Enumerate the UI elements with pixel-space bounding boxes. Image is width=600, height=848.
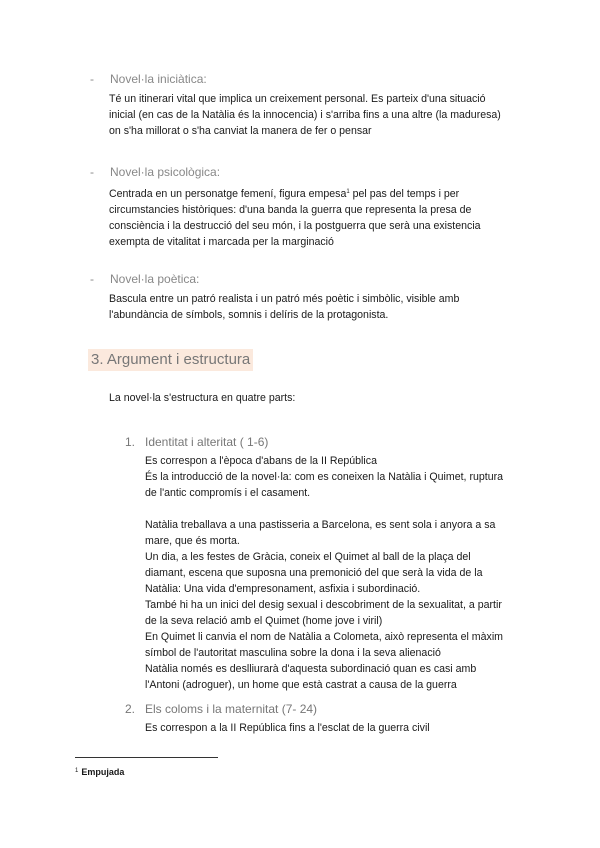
bullet-novella-psicologica [90,165,530,250]
bullet-paragraph [109,184,529,250]
bullet-dash: - [90,165,94,179]
text-line: En Quimet li canvia el nom de Natàlia a Colometa, això representa el màxim [145,631,503,643]
text-line: Té un itinerari vital que implica un creixement personal. Es parteix d'una situació [109,93,486,105]
text-line: Un dia, a les festes de Gràcia, coneix el Quimet al ball de la plaça del [145,551,471,563]
text-line: on s'ha millorat o s'ha canviat la manera de fer o pensar [109,125,372,137]
bullet-title: Novel·la poètica: [110,272,200,286]
text-line: símbol de l'autoritat masculina sobre la dona i la seva alienació [145,647,441,659]
bullet-paragraph [109,91,529,139]
part-paragraph [145,720,530,736]
text-line: consciència i la destrucció del seu món, i la postguerra que serà una existencia [109,220,481,232]
bullet-heading [90,272,530,287]
text-line: Natàlia: Una vida d'empresonament, asfixia i subordinació. [145,583,421,595]
bullet-novella-poetica [90,272,530,323]
text-line: Es correspon a l'època d'abans de la II República [145,455,377,467]
part-heading [125,702,525,717]
part-title: Identitat i alteritat ( 1-6) [145,435,269,449]
bullet-dash: - [90,72,94,86]
text-line: circumstancies històriques: d'una banda la guerra que representa la presa de [109,204,472,216]
text-line: mare, que és morta. [145,535,240,547]
text-line: Es correspon a la II República fins a l'esclat de la guerra civil [145,722,430,734]
footnote-separator [75,757,218,758]
part-heading [125,435,525,450]
text-line: Natàlia treballava a una pastisseria a Barcelona, es sent sola i anyora a sa [145,519,496,531]
text-line: l'Antoni (adroguer), un home que està castrat a causa de la guerra [145,679,457,691]
bullet-paragraph [109,291,529,323]
text-line: de l'antic compromís i el casament. [145,487,311,499]
text-line: Natàlia només es deslliurarà d'aquesta subordinació quan es casi amb [145,663,477,675]
section-intro: La novel·la s'estructura en quatre parts: [109,392,296,404]
bullet-heading [90,72,530,87]
bullet-heading [90,165,530,180]
text-line: És la introducció de la novel·la: com es coneixen la Natàlia i Quimet, ruptura [145,471,504,483]
bullet-title: Novel·la psicològica: [110,165,221,179]
bullet-dash: - [90,272,94,286]
text-line: de la seva relació amb el Quimet (home jove i viril) [145,615,383,627]
part-number: 2. [125,702,136,716]
footnote-reference[interactable]: 1 [346,189,350,195]
text-line: També hi ha un inici del desig sexual i descobriment de la sexualitat, a partir [145,599,502,611]
text-line: inicial (en cas de la Natàlia és la innocencia) i s'arriba fins a una altre (la maduresa) [109,109,501,121]
section-heading: 3. Argument i estructura [88,349,253,371]
footnote-mark: 1 [75,768,79,774]
bullet-title: Novel·la iniciàtica: [110,72,207,86]
part-paragraph [145,453,530,693]
text-fragment: Centrada en un personatge femení, figura empesa [109,188,347,200]
text-fragment: pel pas del temps i per [349,188,460,200]
footnote [75,765,124,778]
part-coloms-maternitat [125,702,525,736]
text-line [109,184,529,202]
footnote-text: Empujada [81,767,125,777]
text-line: exempta de vitalitat i marcada per la marginació [109,236,334,248]
text-line: l'abundància de símbols, somnis i delíris de la protagonista. [109,309,389,321]
part-number: 1. [125,435,136,449]
paragraph-gap [145,501,530,517]
bullet-novella-iniciatica [90,72,530,139]
part-title: Els coloms i la maternitat (7- 24) [145,702,318,716]
text-line: Bascula entre un patró realista i un patró més poètic i simbòlic, visible amb [109,293,460,305]
part-identitat-alteritat [125,435,525,693]
text-line: diamant, escena que suposna una premonició del que serà la vida de la [145,567,483,579]
